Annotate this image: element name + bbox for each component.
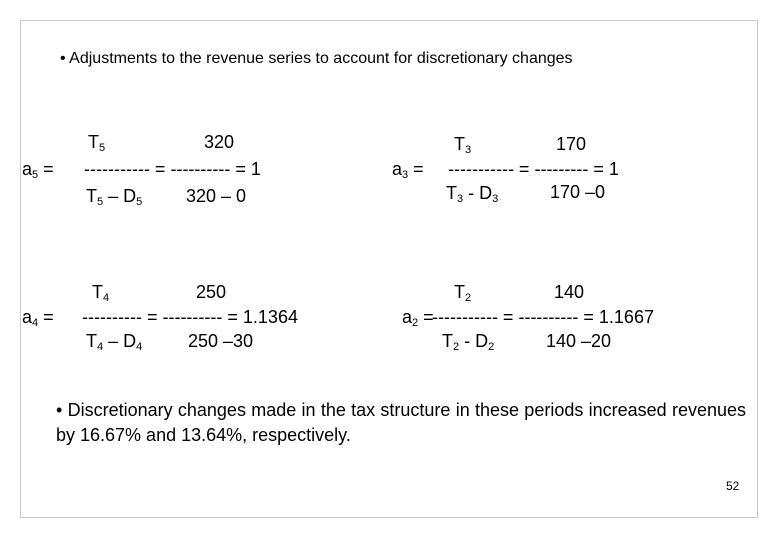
a3-dash-line: ----------- = --------- = 1 <box>448 159 619 179</box>
bullet-adjustments: • Adjustments to the revenue series to account for discretionary changes <box>60 50 573 67</box>
a2-lhs: $a_2$ = <box>402 307 434 329</box>
bullet-discretionary-changes: • Discretionary changes made in the tax structure in these periods increased revenues by 16.67% and 13.64%, respectively. <box>56 400 746 445</box>
a4-lhs: $a_4$ = <box>22 307 54 329</box>
a4-denominator-value: 250 –30 <box>188 331 254 351</box>
a4-denominator-var: $T_4 - D_4$ <box>86 331 143 353</box>
a4-numerator-var: $T_4$ <box>92 282 110 304</box>
a2-denominator-var: $T_2 - D_2$ <box>442 331 495 353</box>
a2-numerator-value: 140 <box>554 282 585 302</box>
a5-denominator-var: $T_5 - D_5$ <box>86 186 143 208</box>
a4-numerator-value: 250 <box>196 282 227 302</box>
a2-dash-line: ----------- = ---------- = 1.1667 <box>432 307 654 327</box>
a3-denominator-var: $T_3 - D_3$ <box>446 183 499 205</box>
a5-lhs: $a_5$ = <box>22 159 54 181</box>
a3-numerator-value: 170 <box>556 134 587 154</box>
page-number: 52 <box>726 479 740 493</box>
a3-denominator-value: 170 –0 <box>550 182 606 202</box>
a5-numerator-var: $T_5$ <box>88 132 106 154</box>
a2-denominator-value: 140 –20 <box>546 331 612 351</box>
a4-dash-line: ---------- = ---------- = 1.1364 <box>82 307 298 327</box>
a5-dash-line: ----------- = ---------- = 1 <box>84 159 261 179</box>
a2-numerator-var: $T_2$ <box>454 282 472 304</box>
a3-lhs: $a_3$ = <box>392 159 424 181</box>
a5-numerator-value: 320 <box>204 132 235 152</box>
a5-denominator-value: 320 – 0 <box>186 186 247 206</box>
a3-numerator-var: $T_3$ <box>454 134 472 156</box>
